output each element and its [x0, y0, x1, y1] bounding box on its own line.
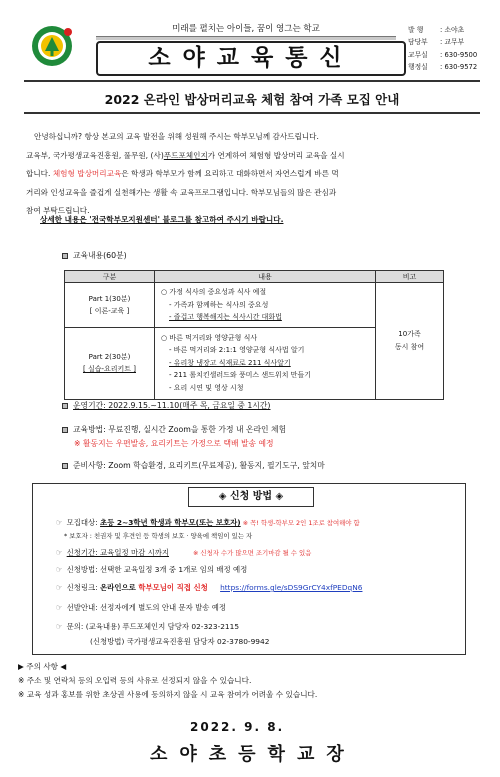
info-teachers-office: 교무실 : 630-9500	[408, 50, 478, 59]
issue-date: 2022. 9. 8.	[190, 720, 285, 734]
intro-line: 교육부, 국가평생교육진흥원, 풀무원, (사)푸드포체인지가 연계하여 체험형 밥상머리 교육을 실시	[26, 150, 345, 160]
part2-content: ○ 바른 먹거리와 영양균형 식사 - 바른 먹거리와 2:1:1 영양균형 식사법 알기 - 유리창 냉장고 식재료로 211 식사알기 - 211 롤치킨샐러드와 풍미스 샌드위치 만들기 - 요리 시연 및 영상 시청	[155, 327, 376, 399]
caution-line: ※ 교육 성과 홍보를 위한 초상권 사용에 동의하지 않을 시 교육 참여가 어려울 수 있습니다.	[18, 690, 318, 699]
square-bullet-icon	[62, 463, 68, 469]
divider-top	[24, 80, 480, 82]
square-bullet-icon	[62, 403, 68, 409]
part2-cell: Part 2(30분) [ 실습-요리키트 ]	[65, 327, 155, 399]
pointing-hand-icon: ☞	[56, 565, 63, 574]
application-form-link[interactable]: https://forms.gle/sDS9GrCY4xfPEDqN6	[220, 583, 363, 592]
section-period: 운영기간: 2022.9.15.~11.10(매주 목, 금요일 중 1시간)	[62, 400, 270, 411]
square-bullet-icon	[62, 253, 68, 259]
apply-title: ◈ 신청 방법 ◈	[188, 487, 314, 507]
info-department: 담당부 : 교무부	[408, 38, 465, 47]
caution-title: ▶ 주의 사항 ◀	[18, 662, 67, 671]
pointing-hand-icon: ☞	[56, 583, 63, 592]
apply-selection: ☞ 선발안내: 선정자에게 별도의 안내 문자 발송 예정	[56, 603, 227, 612]
newsletter-title: 소야교육통신	[96, 41, 406, 76]
blog-notice: 상세한 내용은 '전국학부모지원센터' 블로그를 참고하여 주시기 바랍니다.	[40, 215, 284, 224]
method-note: ※ 활동지는 우편발송, 요리키트는 가정으로 택배 발송 예정	[74, 439, 274, 448]
apply-method: ☞ 신청방법: 선택한 교육일정 3개 중 1개로 임의 배정 예정	[56, 565, 248, 574]
school-principal: 소야초등학교장	[150, 744, 356, 765]
intro-paragraph	[26, 128, 476, 221]
apply-link: ☞ 신청링크: 온라인으로 학부모님이 직접 신청 https://forms.gle/sDS9GrCY4xfPEDqN6	[56, 583, 363, 592]
pointing-hand-icon: ☞	[56, 622, 63, 631]
school-logo	[30, 24, 74, 68]
part1-content: ○ 가정 식사의 중요성과 식사 예절 - 가족과 함께하는 식사의 중요성 - 즐겁고 행복해지는 식사시간 대화법	[155, 283, 376, 328]
apply-target: ☞ 모집대상: 초등 2~3학년 학생과 학부모(또는 보호자) ※ 꼭! 학생-학부모 2인 1조로 참여해야 함	[56, 518, 360, 527]
info-admin-office: 행정실 : 630-9572	[408, 62, 478, 71]
school-slogan: 미래를 펼치는 아이들, 꿈이 영그는 학교	[96, 22, 396, 37]
info-publisher: 발 행 : 소야초	[408, 26, 465, 34]
section-method: 교육방법: 무료진행, 실시간 Zoom을 통한 가정 내 온라인 체험	[62, 424, 286, 435]
table-row	[65, 283, 444, 328]
apply-deadline: ☞ 신청기간: 교육일정 마감 시까지 ※ 신청자 수가 많으면 조기마감 될 수 있음	[56, 548, 312, 557]
table-header: 내용	[155, 271, 376, 283]
pointing-hand-icon: ☞	[56, 518, 63, 527]
guardian-note: * 보호자 : 친권자 및 후견인 등 학생의 보호 · 양육에 책임이 있는 자	[64, 532, 253, 540]
program-table	[64, 270, 444, 400]
pointing-hand-icon: ☞	[56, 548, 63, 557]
intro-line: 참여 부탁드립니다.	[26, 206, 90, 215]
slogan-underline	[96, 37, 396, 40]
publisher-info	[408, 24, 486, 73]
section-prep: 준비사항: Zoom 학습환경, 요리키트(무료제공), 활동지, 필기도구, 앞치마	[62, 460, 325, 471]
square-bullet-icon	[62, 427, 68, 433]
apply-contact: ☞ 문의: (교육내용) 푸드포체인지 담당자 02-323-2115	[56, 622, 240, 631]
divider-bottom	[24, 112, 480, 114]
intro-line: 거리와 인성교육을 즐겁게 실천해가는 생활 속 교육프로그램입니다. 학부모님들의 많은 관심과	[26, 187, 337, 197]
apply-contact-2: (신청방법) 국가평생교육진흥원 담당자 02-3780-9942	[90, 637, 270, 646]
note-cell: 10가족 동시 참여	[376, 283, 444, 400]
intro-line: 합니다. 체험형 밥상머리교육은 학생과 학부모가 함께 요리하고 대화하면서 자연스럽게 바른 먹	[26, 169, 339, 178]
table-header: 비고	[376, 271, 444, 283]
caution-line: ※ 주소 및 연락처 등의 오입력 등의 사유로 선정되지 않을 수 있습니다.	[18, 676, 252, 685]
intro-line: 안녕하십니까? 항상 본교의 교육 발전을 위해 성원해 주시는 학부모님께 감사드립니다.	[34, 132, 319, 141]
table-header: 구분	[65, 271, 155, 283]
pointing-hand-icon: ☞	[56, 603, 63, 612]
part1-cell: Part 1(30분) [ 이론-교육 ]	[65, 283, 155, 328]
section-content-heading: 교육내용(60분)	[62, 250, 127, 261]
document-title: 2022 온라인 밥상머리교육 체험 참여 가족 모집 안내	[104, 92, 400, 107]
